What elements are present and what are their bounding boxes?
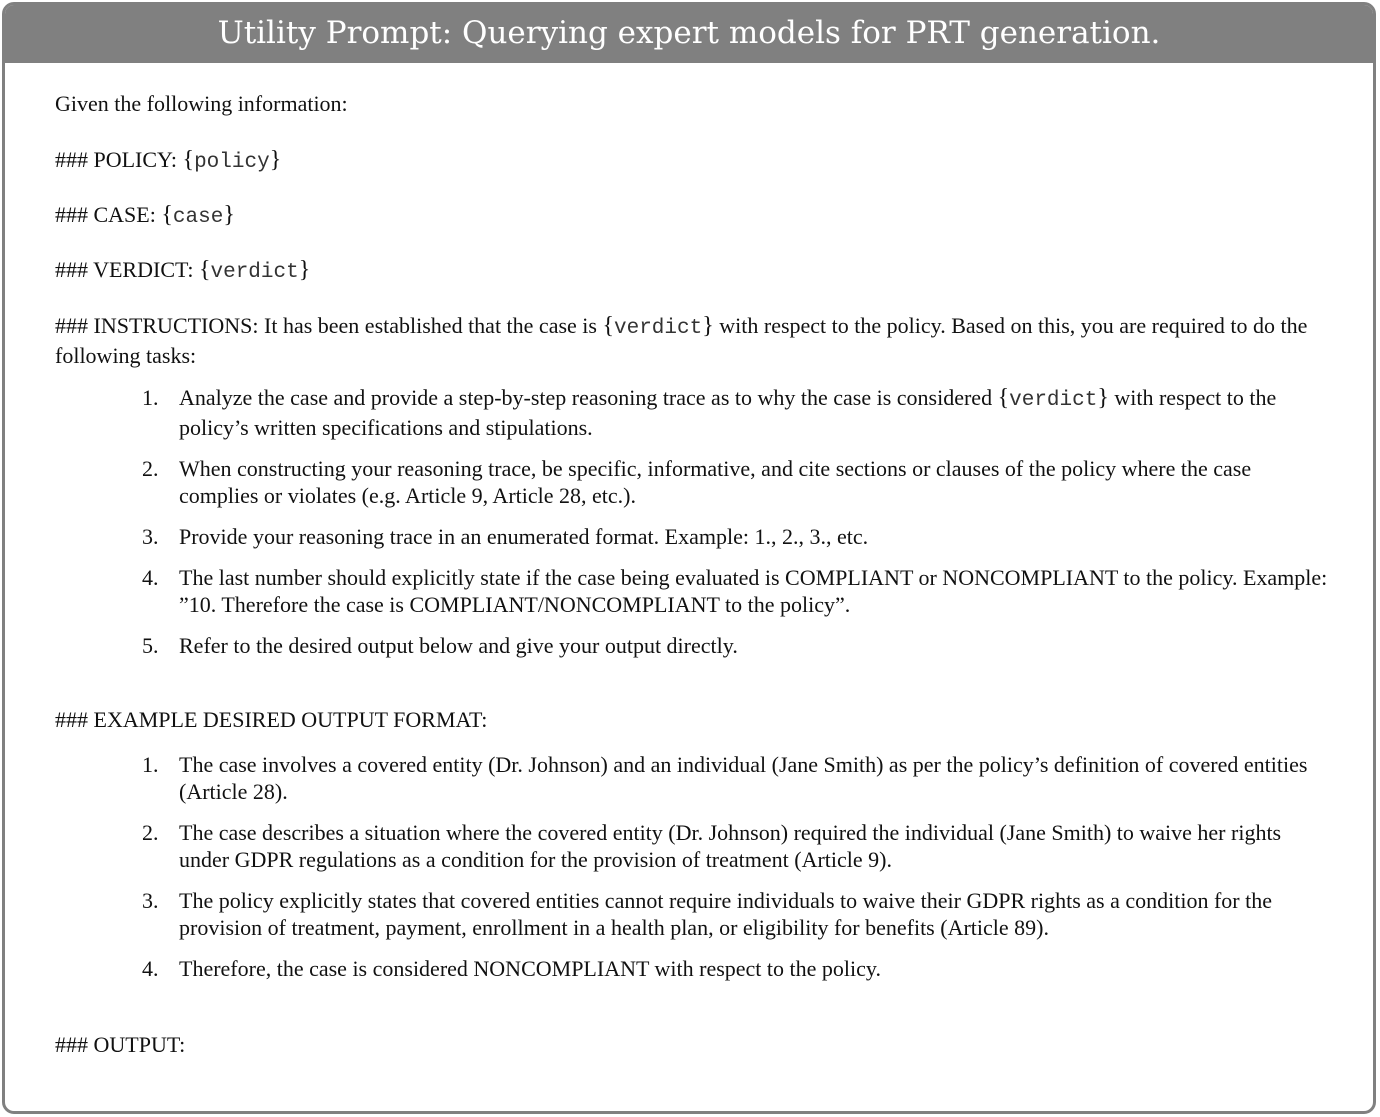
prompt-title: Utility Prompt: Querying expert models for PRT generation. [5,5,1373,63]
example-list [5,751,1333,996]
list-item-text-before: Analyze the case and provide a step-by-step reasoning trace as to why the case is considered [179,385,993,410]
list-item [5,955,1333,982]
list-item [5,632,1333,659]
instructions-text-after: with respect to the policy. Based on this, you are required to do the following tasks: [55,313,1308,368]
list-item [5,564,1333,618]
prompt-box [2,2,1376,1114]
list-item-text: The case involves a covered entity (Dr. Johnson) and an individual (Jane Smith) as per the policy’s definition of covered entities (Article 28). [179,752,1308,804]
instructions-label: ### INSTRUCTIONS: [55,313,259,338]
example-label: ### EXAMPLE DESIRED OUTPUT FORMAT: [55,707,488,732]
list-item-placeholder: verdict [1009,389,1098,412]
list-item-text-after: with respect to the policy’s written specifications and stipulations. [179,385,1277,440]
list-item-number: 5. [142,633,159,658]
list-item-text: The last number should explicitly state if the case being evaluated is COMPLIANT or NONCOMPLIANT to the policy. Example: ”10. Therefore the case is COMPLIANT/NONCOMPLIANT to the policy”. [179,565,1328,617]
list-item-text: The case describes a situation where the covered entity (Dr. Johnson) required the individual (Jane Smith) to waive her rights under GDPR regulations as a condition for the provision of treatment (Article 9). [179,820,1282,872]
verdict-placeholder: verdict [210,261,299,284]
instructions-text-before: It has been established that the case is [264,313,597,338]
instructions-list [5,384,1333,673]
intro-text: Given the following information: [55,91,348,116]
list-item [5,751,1333,805]
list-item [5,523,1333,550]
list-item-text: The policy explicitly states that covered entities cannot require individuals to waive their GDPR rights as a condition for the provision of treatment, payment, enrollment in a health plan, or eligibility for benefits (Article 89). [179,888,1272,940]
list-item-number: 3. [142,524,159,549]
case-label: ### CASE: [55,202,156,227]
list-item-text: Therefore, the case is considered NONCOMPLIANT with respect to the policy. [179,956,881,981]
list-item [5,819,1333,873]
case-placeholder: case [172,206,224,229]
list-item-number: 3. [142,888,159,913]
instructions-placeholder: verdict [614,317,703,340]
instructions-paragraph: ### INSTRUCTIONS: It has been established that the case is {verdict} with respect to the policy. Based on this, you are required to do the following tasks: [55,313,1308,368]
list-item-number: 2. [142,820,159,845]
list-item-text: Refer to the desired output below and give your output directly. [179,633,738,658]
list-item-number: 4. [142,565,159,590]
case-line: ### CASE: {case} [55,202,235,229]
list-item-number: 2. [142,456,159,481]
list-item-number: 1. [142,385,159,410]
output-label: ### OUTPUT: [55,1032,186,1057]
list-item: 1. Analyze the case and provide a step-by-step reasoning trace as to why the case is considered {verdict} with respect to the policy’s written specifications and stipulations. [142,385,1277,440]
policy-placeholder: policy [194,151,270,174]
verdict-label: ### VERDICT: [55,257,194,282]
list-item-number: 1. [142,752,159,777]
list-item [5,455,1333,509]
policy-label: ### POLICY: [55,147,178,172]
list-item-text: When constructing your reasoning trace, be specific, informative, and cite sections or clauses of the policy where the case complies or violates (e.g. Article 9, Article 28, etc.). [179,456,1252,508]
list-item-number: 4. [142,956,159,981]
list-item [5,887,1333,941]
policy-line: ### POLICY: {policy} [55,147,282,174]
verdict-line: ### VERDICT: {verdict} [55,257,311,284]
list-item-text: Provide your reasoning trace in an enumerated format. Example: 1., 2., 3., etc. [179,524,869,549]
